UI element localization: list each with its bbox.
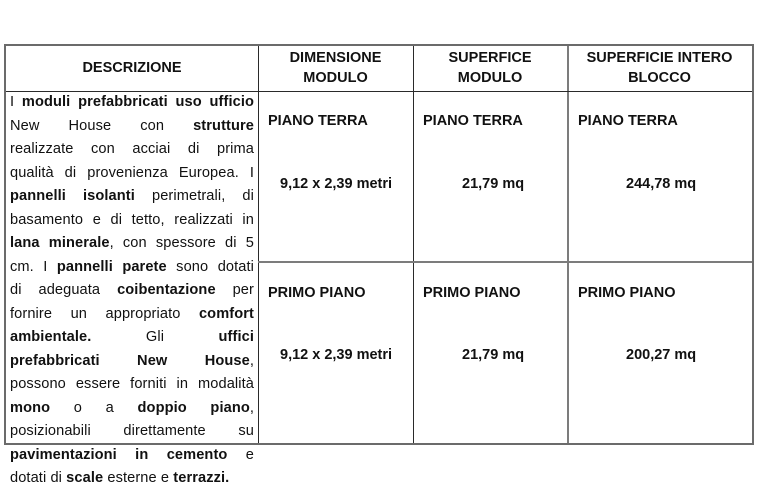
description-line: New House con strutture [10,117,254,134]
superficie-blocco-floor-label: PIANO TERRA [578,113,678,129]
header-superficie-intero-blocco: SUPERFICIE INTERO BLOCCO [586,50,733,86]
dimensione-floor-label: PRIMO PIANO [268,285,366,301]
description-line: realizzate con acciai di prima [10,141,254,157]
row-divider [258,261,752,263]
description-line: posizionabili direttamente su [10,423,254,439]
dimensione-floor-label: PIANO TERRA [268,113,368,129]
description-line: pavimentazioni in cemento e [10,446,254,463]
description-line: cm. I pannelli parete sono dotati [10,258,254,275]
description-line: fornire un appropriato comfort [10,305,254,322]
header-dimensione-modulo: DIMENSIONE MODULO [289,50,382,86]
description-line: prefabbricati New House, [10,352,254,369]
superficie-blocco-floor-label: PRIMO PIANO [578,285,676,301]
column-divider [258,46,259,443]
description-line: di adeguata coibentazione per [10,282,254,298]
description-text [6,91,258,486]
description-line: qualità di provenienza Europea. I [10,164,254,181]
superfice-modulo-value: 21,79 mq [462,176,525,192]
description-line: basamento e di tetto, realizzati in [10,211,254,228]
dimensione-value: 9,12 x 2,39 metri [280,347,393,363]
specs-table [4,44,754,486]
column-divider [567,46,569,443]
description-line: mono o a doppio piano, [10,399,255,416]
description-line: pannelli isolanti perimetrali, di [10,188,254,204]
superfice-modulo-floor-label: PIANO TERRA [423,113,523,129]
description-line: dotati di scale esterne e terrazzi. [10,470,230,486]
description-line: I moduli prefabbricati uso ufficio [10,94,254,110]
description-line: possono essere forniti in modalità [10,376,254,392]
dimensione-value: 9,12 x 2,39 metri [280,176,393,192]
description-line: ambientale. Gli uffici [10,329,254,345]
column-divider [413,46,414,443]
superfice-modulo-floor-label: PRIMO PIANO [423,285,521,301]
header-descrizione: DESCRIZIONE [82,59,182,76]
superficie-blocco-value: 244,78 mq [626,176,697,192]
superficie-blocco-value: 200,27 mq [626,347,697,363]
superfice-modulo-value: 21,79 mq [462,347,525,363]
description-line: lana minerale, con spessore di 5 [10,235,254,251]
header-superfice-modulo: SUPERFICE MODULO [448,50,532,86]
